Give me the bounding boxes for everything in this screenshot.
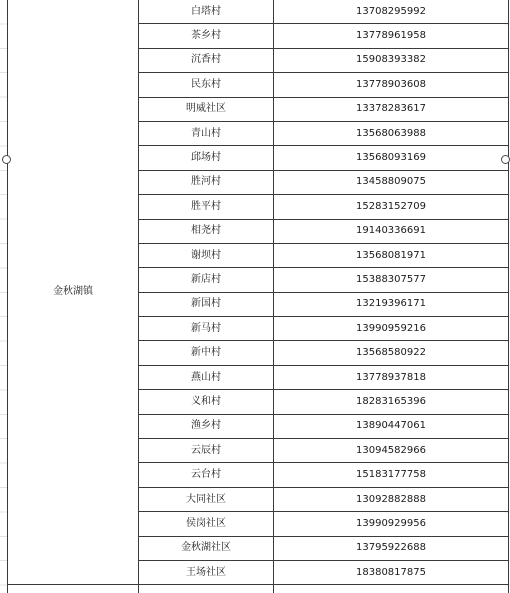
village-name-cell[interactable]: 明威社区 — [139, 97, 274, 121]
phone-number-cell[interactable]: 15908393382 — [274, 48, 509, 72]
village-name-cell[interactable]: 胜河村 — [139, 170, 274, 194]
phone-number-cell[interactable]: 13094582966 — [274, 439, 509, 463]
village-name-cell[interactable]: 沉香村 — [139, 48, 274, 72]
village-name-cell[interactable]: 燕山村 — [139, 365, 274, 389]
village-name-cell[interactable]: 青山村 — [139, 121, 274, 145]
village-name-cell[interactable]: 云辰村 — [139, 439, 274, 463]
village-name-cell[interactable]: 邱场村 — [139, 146, 274, 170]
contact-table — [7, 0, 509, 593]
right-resize-handle[interactable] — [501, 155, 510, 164]
phone-number-cell[interactable]: 13778937818 — [274, 365, 509, 389]
phone-number-cell[interactable]: 13708295992 — [274, 0, 509, 24]
phone-number-cell[interactable]: 13458809075 — [274, 170, 509, 194]
phone-number-cell[interactable]: 13568093169 — [274, 146, 509, 170]
phone-number-cell[interactable]: 13219396171 — [274, 292, 509, 316]
village-name-cell[interactable] — [139, 585, 274, 593]
village-name-cell[interactable]: 白塔村 — [139, 0, 274, 24]
phone-number-cell[interactable]: 13890447061 — [274, 414, 509, 438]
phone-number-cell[interactable] — [274, 585, 509, 593]
phone-number-cell[interactable]: 18283165396 — [274, 390, 509, 414]
phone-number-cell[interactable]: 13778903608 — [274, 73, 509, 97]
phone-number-cell[interactable]: 13795922688 — [274, 536, 509, 560]
phone-number-cell[interactable]: 18380817875 — [274, 560, 509, 584]
village-name-cell[interactable]: 渔乡村 — [139, 414, 274, 438]
village-name-cell[interactable]: 民东村 — [139, 73, 274, 97]
phone-number-cell[interactable]: 15283152709 — [274, 195, 509, 219]
phone-number-cell[interactable]: 13568063988 — [274, 121, 509, 145]
village-name-cell[interactable]: 云台村 — [139, 463, 274, 487]
phone-number-cell[interactable]: 15388307577 — [274, 268, 509, 292]
phone-number-cell[interactable]: 13092882888 — [274, 487, 509, 511]
village-name-cell[interactable]: 新马村 — [139, 317, 274, 341]
village-name-cell[interactable]: 胜平村 — [139, 195, 274, 219]
phone-number-cell[interactable]: 15183177758 — [274, 463, 509, 487]
village-name-cell[interactable]: 新中村 — [139, 341, 274, 365]
phone-number-cell[interactable]: 13568580922 — [274, 341, 509, 365]
town-name-cell[interactable]: 金秋湖镇 — [8, 0, 139, 585]
table-row — [8, 0, 509, 24]
contact-table-body — [8, 0, 509, 593]
phone-number-cell[interactable]: 19140336691 — [274, 219, 509, 243]
phone-number-cell[interactable]: 13378283617 — [274, 97, 509, 121]
village-name-cell[interactable]: 相尧村 — [139, 219, 274, 243]
village-name-cell[interactable]: 茶乡村 — [139, 24, 274, 48]
village-name-cell[interactable]: 侯岗社区 — [139, 512, 274, 536]
table-row — [8, 585, 509, 593]
village-name-cell[interactable]: 谢坝村 — [139, 243, 274, 267]
village-name-cell[interactable]: 义和村 — [139, 390, 274, 414]
phone-number-cell[interactable]: 13778961958 — [274, 24, 509, 48]
phone-number-cell[interactable]: 13990929956 — [274, 512, 509, 536]
village-name-cell[interactable]: 王场社区 — [139, 560, 274, 584]
village-name-cell[interactable]: 新国村 — [139, 292, 274, 316]
village-name-cell[interactable]: 金秋湖社区 — [139, 536, 274, 560]
left-gridline-gutter — [0, 0, 7, 593]
phone-number-cell[interactable]: 13568081971 — [274, 243, 509, 267]
village-name-cell[interactable]: 新店村 — [139, 268, 274, 292]
phone-number-cell[interactable]: 13990959216 — [274, 317, 509, 341]
left-resize-handle[interactable] — [2, 155, 11, 164]
village-name-cell[interactable]: 大同社区 — [139, 487, 274, 511]
town-name-cell-empty[interactable] — [8, 585, 139, 593]
